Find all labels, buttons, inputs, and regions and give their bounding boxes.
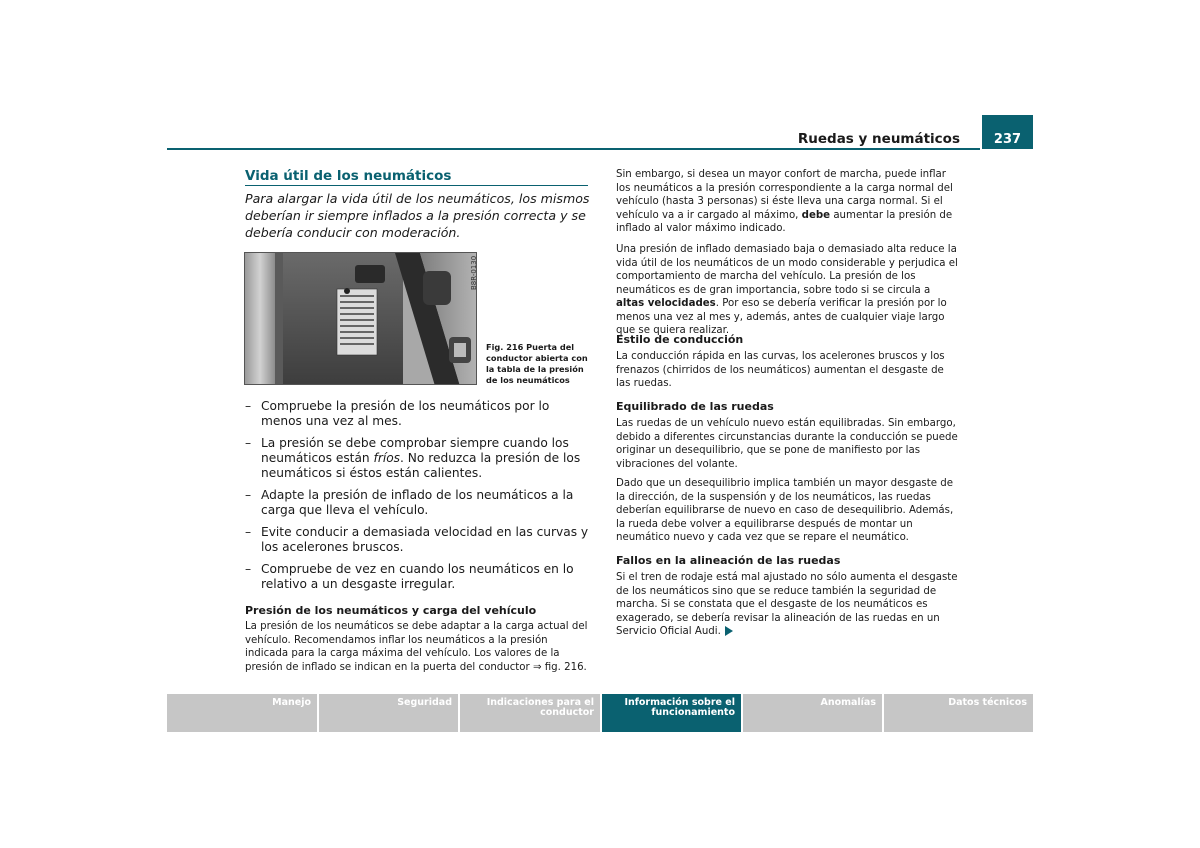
heading-wheel-balancing: Equilibrado de las ruedas <box>616 400 774 413</box>
header-rule <box>167 148 980 150</box>
heading-driving-style: Estilo de conducción <box>616 333 744 346</box>
list-dash: – <box>245 525 252 539</box>
paragraph-imbalance-wear: Dado que un desequilibrio implica también un mayor desgaste de la dirección, de la suspensión y de los neumáticos, las ruedas deberían equilibrarse de nuevo en caso de desequilibrio. Además, la rueda debe volver a equilibrarse después de montar un neumático nuevo y cada vez que se repare el neumático. <box>616 478 954 543</box>
list-item: – Evite conducir a demasiada velocidad en las curvas y los acelerones bruscos. <box>245 525 589 554</box>
list-item: – La presión se debe comprobar siempre cuando los neumáticos están fríos. No reduzca la presión de los neumáticos si éstos están calientes. <box>245 436 581 480</box>
tab-indicaciones-conductor[interactable]: Indicaciones para el conductor <box>460 694 602 732</box>
instruction-list <box>245 399 593 599</box>
section-title: Vida útil de los neumáticos <box>245 168 452 184</box>
figure-reference-link[interactable]: fig. 216. <box>541 661 587 673</box>
list-dash: – <box>245 436 252 450</box>
figure-code <box>468 256 478 292</box>
paragraph-wheel-balancing: Las ruedas de un vehículo nuevo están equilibradas. Sin embargo, debido a diferentes circunstancias durante la conducción se puede originar un desequilibrio, que se pone de manifiesto por las vibraciones del volante. <box>616 418 958 470</box>
subheading-pressure-load: Presión de los neumáticos y carga del vehículo <box>245 604 537 617</box>
continue-arrow-icon <box>725 626 733 636</box>
section-intro: Para alargar la vida útil de los neumáticos, los mismos deberían ir siempre inflados a la presión correcta y se debería conducir con moderación. <box>245 191 590 240</box>
figure-code-text: B8R-0130 <box>470 256 478 290</box>
tab-informacion-funcionamiento[interactable]: Información sobre el funcionamiento <box>602 694 743 732</box>
chapter-tabs <box>167 694 1033 732</box>
section-title-rule <box>245 185 588 186</box>
tab-datos-tecnicos[interactable]: Datos técnicos <box>884 694 1033 732</box>
cross-reference-arrow-icon: ⇒ <box>532 661 542 673</box>
page-number: 237 <box>982 115 1033 149</box>
paragraph-pressure-effects: Una presión de inflado demasiado baja o demasiado alta reduce la vida útil de los neumáticos de un modo considerable y perjudica el comportamiento de marcha del vehículo. La presión de los neumáticos es de gran importancia, sobre todo si se circula a altas velocidades. Por eso se debería verificar la presión por lo menos una vez al mes y, además, antes de cualquier viaje largo que se quiera realizar. <box>616 244 958 336</box>
heading-wheel-alignment: Fallos en la alineación de las ruedas <box>616 554 841 567</box>
tab-seguridad[interactable]: Seguridad <box>319 694 460 732</box>
figure-door-tire-pressure-label <box>244 252 477 385</box>
figure-caption: Fig. 216 Puerta del conductor abierta con la tabla de la presión de los neumáticos <box>486 342 588 385</box>
tab-manejo[interactable]: Manejo <box>167 694 319 732</box>
paragraph-wheel-alignment: Si el tren de rodaje está mal ajustado no sólo aumenta el desgaste de los neumáticos sino que se reduce también la seguridad de marcha. Si se constata que el desgaste de los neumáticos es exagerado, se debería revisar la alineación de las ruedas en un Servicio Oficial Audi. <box>616 572 958 637</box>
door-photo-illustration <box>245 253 477 385</box>
list-item: – Compruebe la presión de los neumáticos por lo menos una vez al mes. <box>245 399 550 428</box>
list-dash: – <box>245 488 252 502</box>
list-item: – Adapte la presión de inflado de los neumáticos a la carga que lleva el vehículo. <box>245 488 574 517</box>
tab-anomalias[interactable]: Anomalías <box>743 694 884 732</box>
running-header-title: Ruedas y neumáticos <box>797 131 960 147</box>
paragraph-comfort: Sin embargo, si desea un mayor confort de marcha, puede inflar los neumáticos a la presión correspondiente a la carga normal del vehículo (hasta 3 personas) si éste lleva una carga normal. Si el vehículo va a ir cargado al máximo, debe aumentar la presión de inflado al valor máximo indicado. <box>616 169 953 234</box>
paragraph-driving-style: La conducción rápida en las curvas, los acelerones bruscos y los frenazos (chirridos de los neumáticos) aumentan el desgaste de las ruedas. <box>616 351 945 389</box>
paragraph-pressure-load: La presión de los neumáticos se debe adaptar a la carga actual del vehículo. Recomendamos inflar los neumáticos a la presión indicada para la carga máxima del vehículo. Los valores de la presión de inflado se indican en la puerta del conductor ⇒ fig. 216. <box>245 621 588 673</box>
list-dash: – <box>245 562 252 576</box>
list-dash: – <box>245 399 252 413</box>
list-item: – Compruebe de vez en cuando los neumáticos en lo relativo a un desgaste irregular. <box>245 562 574 591</box>
